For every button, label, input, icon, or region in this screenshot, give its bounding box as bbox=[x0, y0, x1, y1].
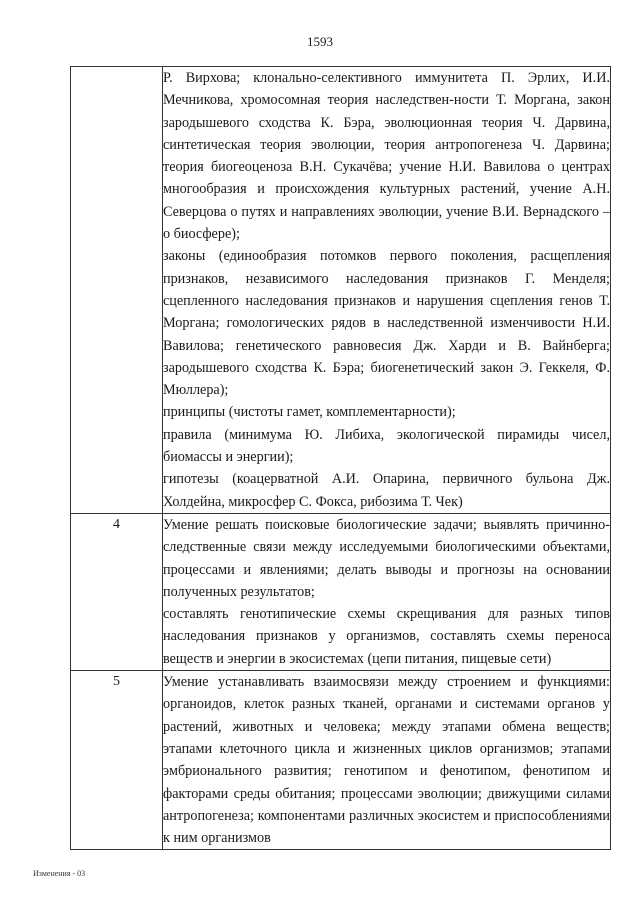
requirements-table bbox=[70, 66, 611, 850]
paragraph: Умение устанавливать взаимосвязи между строением и функциями: органоидов, клеток разных тканей, органами и системами органов у растений, животных и человека; между этапами обмена веществ; этапами клеточного цикла и жизненных циклов организмов; этапами эмбрионального развития; генотипом и фенотипом, фенотипом и факторами среды обитания; процессами эволюции; движущими силами антропогенеза; компонентами различных экосистем и приспособлениями к ним организмов bbox=[163, 674, 610, 847]
paragraph: гипотезы (коацерватной А.И. Опарина, первичного бульона Дж. Холдейна, микросфер С. Фокса, рибозима Т. Чек) bbox=[163, 471, 610, 510]
row-number-cell: 4 bbox=[71, 513, 163, 670]
table-row bbox=[71, 513, 611, 670]
table-row bbox=[71, 671, 611, 850]
paragraph: Умение решать поисковые биологические задачи; выявлять причинно-следственные связи между исследуемыми биологическими объектами, процессами и явлениями; делать выводы и прогнозы на основании полученных результатов; bbox=[163, 516, 610, 600]
row-text-cell bbox=[163, 513, 611, 670]
row-text-cell bbox=[163, 671, 611, 850]
paragraph: принципы (чистоты гамет, комплементарности); bbox=[163, 404, 456, 421]
row-number-cell: 5 bbox=[71, 671, 163, 850]
page-number: 1593 bbox=[307, 34, 333, 49]
row-text-cell bbox=[163, 67, 611, 514]
paragraph: законы (единообразия потомков первого поколения, расщепления признаков, независимого наследования признаков Г. Менделя; сцепленного наследования признаков и нарушения сцепления генов Т. Моргана; гомологических рядов в наследственной изменчивости Н.И. Вавилова; генетического равновесия Дж. Харди и В. Вайнберга; зародышевого сходства К. Бэра; биогенетический закон Э. Геккеля, Ф. Мюллера); bbox=[163, 248, 610, 399]
footer-revision: Изменения - 03 bbox=[33, 869, 86, 878]
paragraph: Р. Вирхова; клонально-селективного иммунитета П. Эрлих, И.И. Мечникова, хромосомная теория наследствен-ности Т. Моргана, закон зародышевого сходства К. Бэра, эволюционная теория Ч. Дарвина, синтетическая теория эволюции, теория антропогенеза Ч. Дарвина; теория биогеоценоза В.Н. Сукачёва; учение Н.И. Вавилова о центрах многообразия и происхождения культурных растений, учение А.Н. Северцова о путях и направлениях эволюции, учение В.И. Вернадского – о биосфере); bbox=[163, 70, 610, 243]
table-row bbox=[71, 67, 611, 514]
paragraph: правила (минимума Ю. Либиха, экологической пирамиды чисел, биомассы и энергии); bbox=[163, 426, 610, 466]
row-number-cell bbox=[71, 67, 163, 514]
paragraph: составлять генотипические схемы скрещивания для разных типов наследования признаков у организмов, составлять схемы переноса веществ и энергии в экосистемах (цепи питания, пищевые сети) bbox=[163, 606, 610, 667]
